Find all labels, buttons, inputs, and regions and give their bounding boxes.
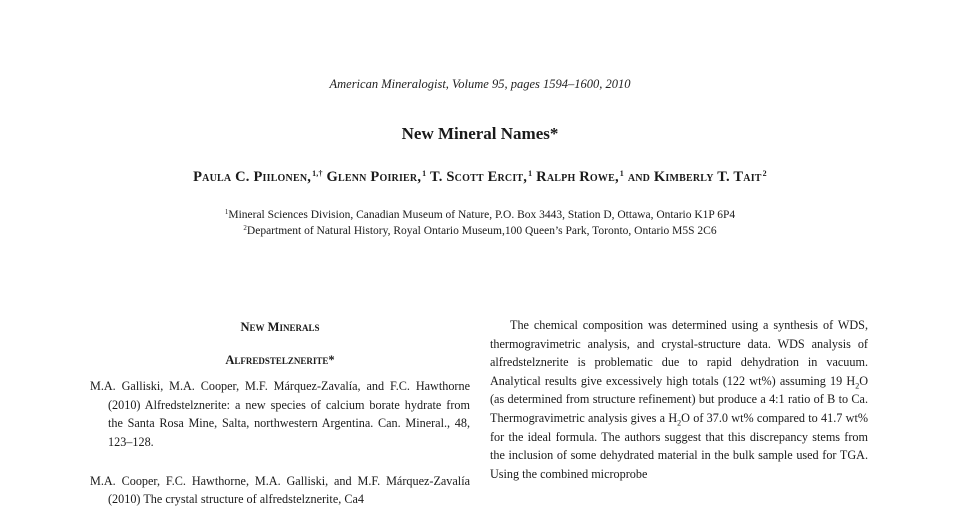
right-column [490, 316, 868, 483]
author-1: Paula C. Piilonen,$^{1,\dagger}$ [193, 169, 323, 185]
author-2: Glenn Poirier,$^1$ [326, 169, 427, 185]
section-heading: New Minerals [240, 320, 320, 334]
reference-2: M.A. Cooper, F.C. Hawthorne, M.A. Galliski, and M.F. Márquez-Zavalía (2010) The crystal structure of alfredstelznerite, Ca4 [90, 473, 470, 507]
journal-citation: American Mineralogist, Volume 95, pages 1594–1600, 2010 [329, 77, 631, 91]
left-column [90, 318, 470, 509]
mineral-heading: Alfredstelznerite* [225, 352, 335, 367]
body-paragraph: The chemical composition was determined using a synthesis of WDS, thermogravimetric analysis, and crystal-structure data. WDS analysis of alfredstelznerite is problematic due to rapid dehydration in vacuum. Analytical results give excessively high totals (122 wt%) assuming 19 $H_2O$ (as determined from structure refinement) but produce a 4:1 ratio of B to Ca. Thermogravimetric analysis gives a $H_2O$ of 37.0 wt% compared to 41.7 wt% for the ideal formula. The authors suggest that this discrepancy stems from the inclusion of some dehydrated material in the bulk sample used for TGA. Using the combined microprobe [490, 318, 868, 481]
author-4: Ralph Rowe,$^1$ [536, 169, 624, 185]
affiliation-1: $^1$Mineral Sciences Division, Canadian Museum of Nature, P.O. Box 3443, Station D, Ottawa, Ontario K1P 6P4 [224, 208, 736, 221]
reference-1: M.A. Galliski, M.A. Cooper, M.F. Márquez-Zavalía, and F.C. Hawthorne (2010) Alfredstelznerite: a new species of calcium borate hydrate from the Santa Rosa Mine, Salta, northwestern Argentina. Can. Mineral., 48, 123–128. [90, 379, 470, 449]
author-3: T. Scott Ercit,$^1$ [429, 169, 533, 185]
affiliation-2: $^2$Department of Natural History, Royal Ontario Museum,100 Queen’s Park, Toronto, Ontario M5S 2C6 [243, 224, 717, 237]
article-title: New Mineral Names* [401, 124, 559, 143]
author-5: and Kimberly T. Tait$^2$ [627, 169, 767, 185]
author-list [0, 169, 960, 186]
